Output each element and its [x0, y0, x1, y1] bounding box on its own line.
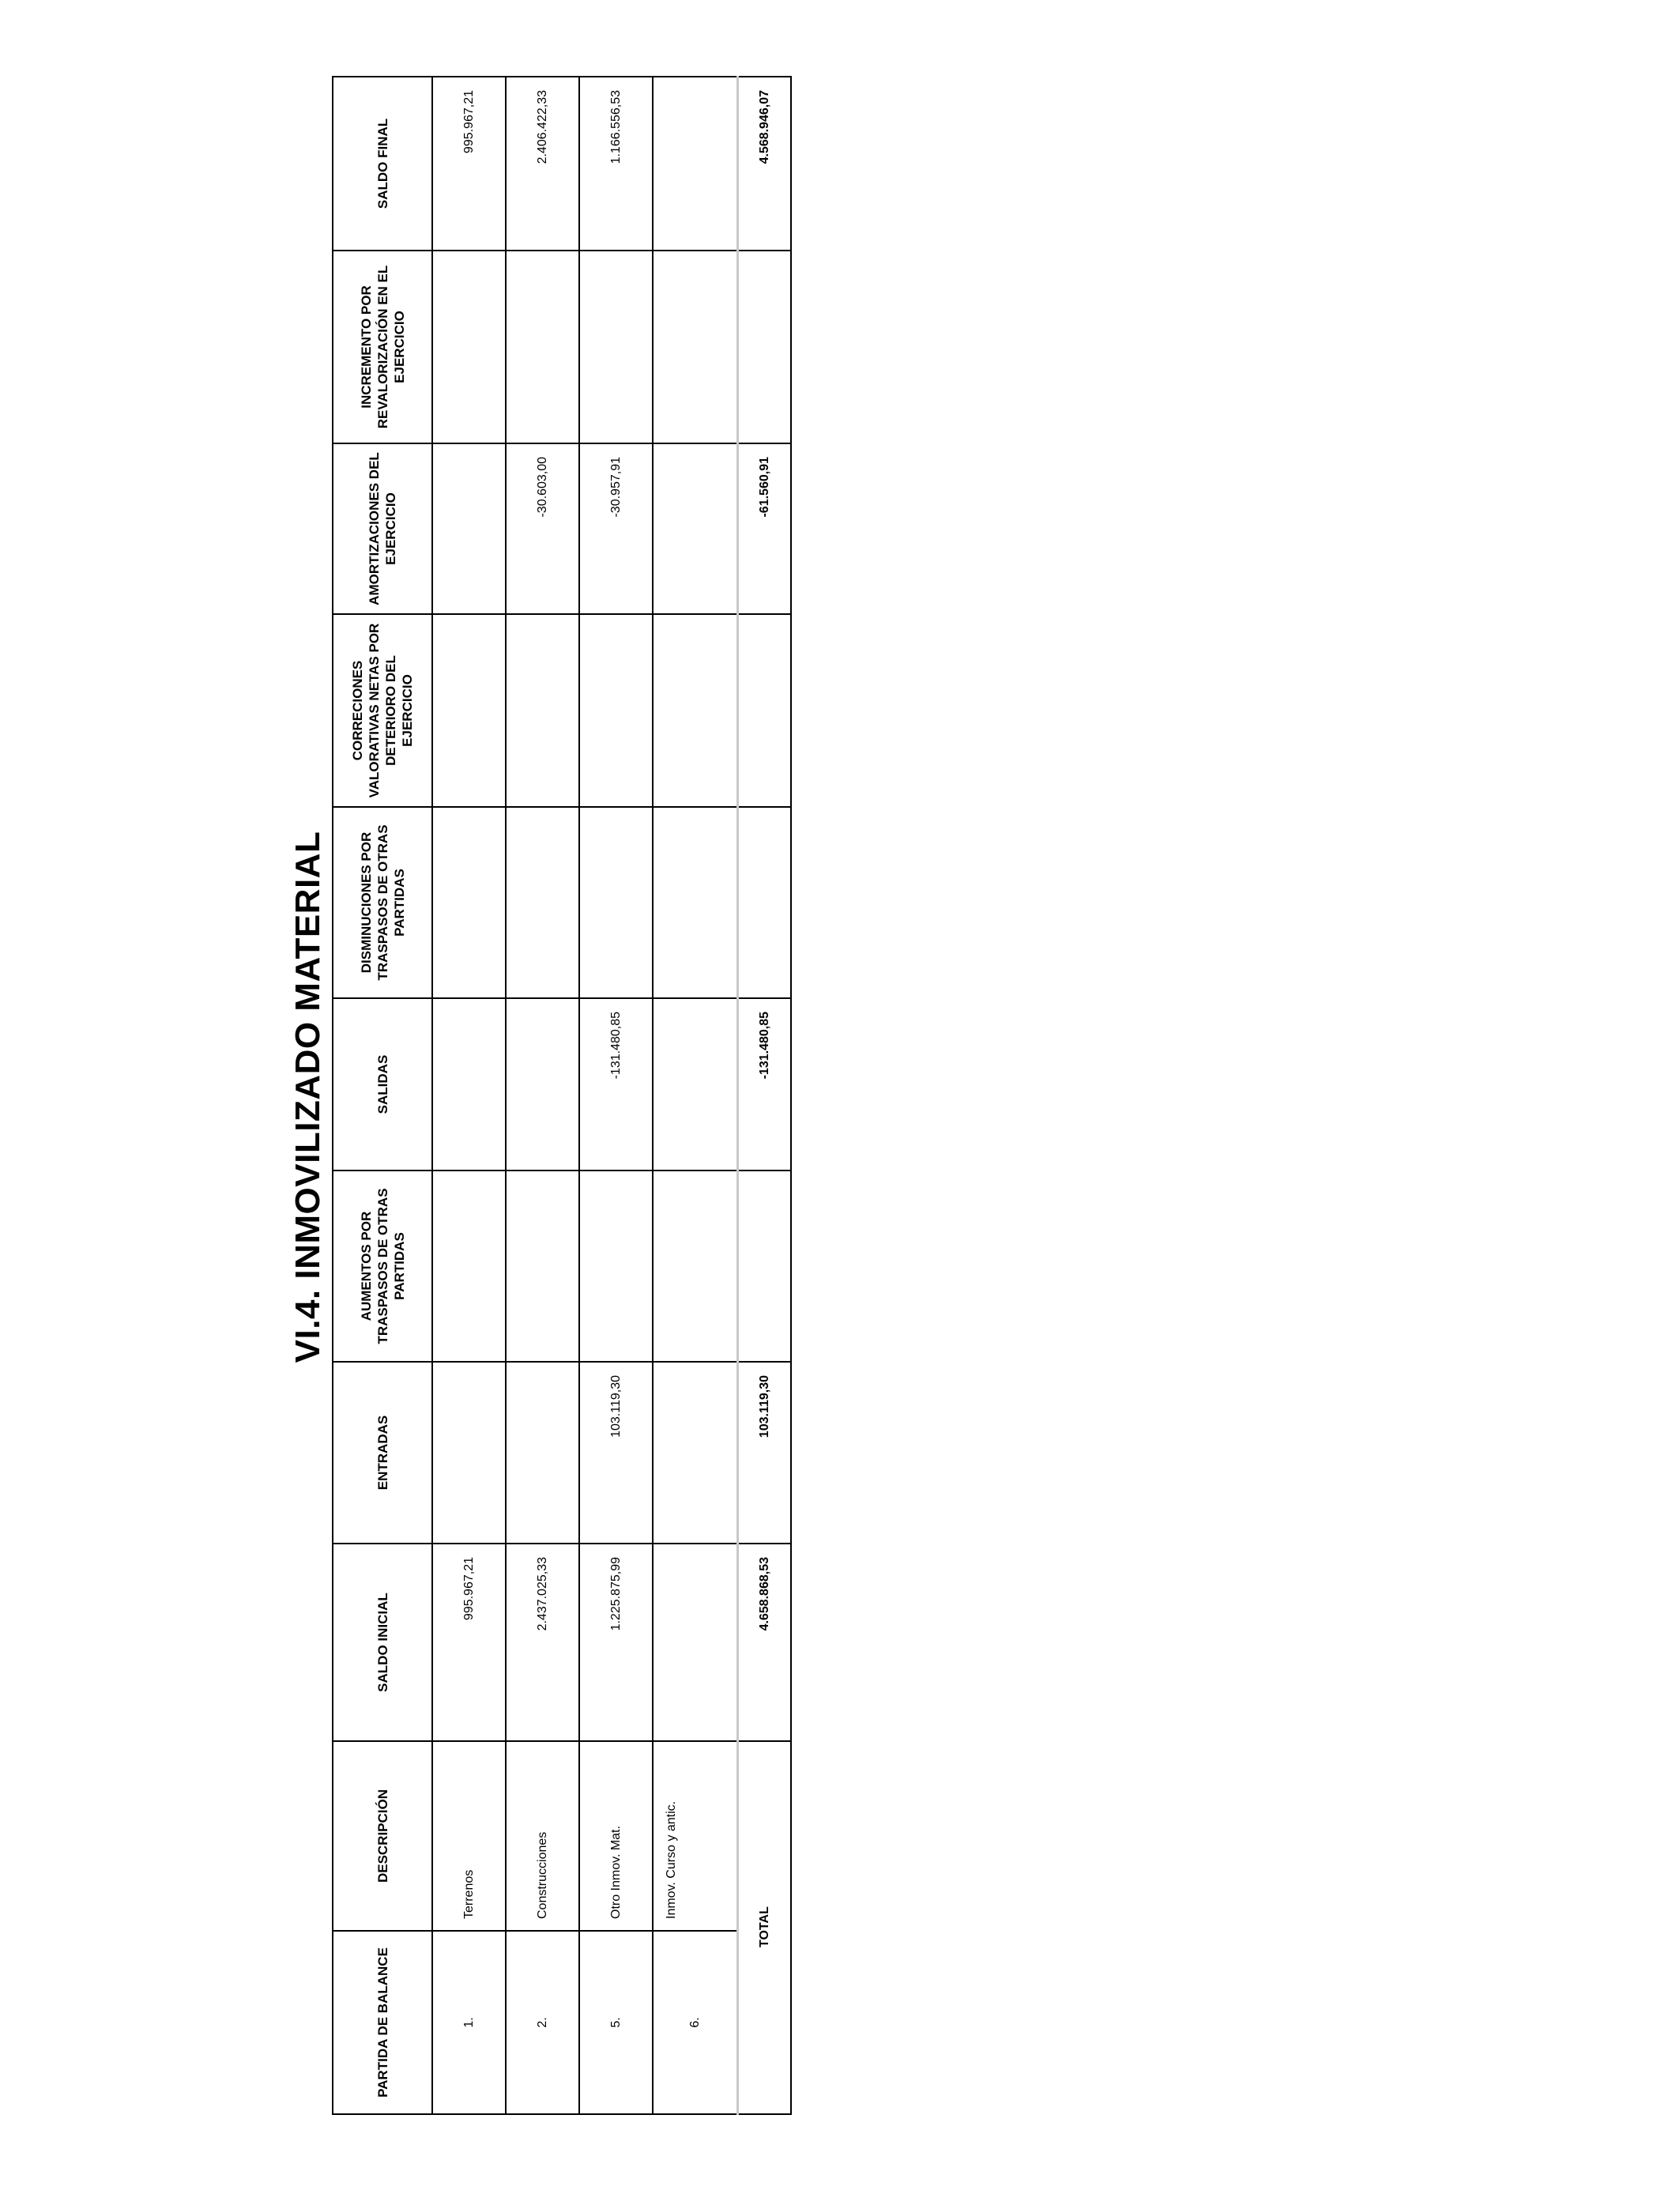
- cell-aumentos: [432, 1171, 506, 1362]
- header-correcciones: CORRECIONES VALORATIVAS NETAS POR DETERIORO DEL EJERCICIO: [333, 614, 432, 807]
- cell-partida: 1.: [432, 1931, 506, 2114]
- total-label: TOTAL: [738, 1741, 792, 2114]
- header-descripcion: DESCRIPCIÓN: [333, 1741, 432, 1931]
- cell-amortizaciones: -30.957,91: [579, 443, 653, 614]
- cell-entradas: [432, 1362, 506, 1544]
- cell-saldo-inicial: 995.967,21: [432, 1544, 506, 1741]
- cell-correcciones: [506, 614, 579, 807]
- total-row: [738, 77, 792, 2114]
- cell-descripcion: Inmov. Curso y antic.: [653, 1741, 738, 1931]
- cell-salidas: -131.480,85: [579, 998, 653, 1171]
- header-incremento: INCREMENTO POR REVALORIZACIÓN EN EL EJERCICIO: [333, 251, 432, 443]
- total-salidas: -131.480,85: [738, 998, 792, 1171]
- cell-amortizaciones: [653, 443, 738, 614]
- cell-amortizaciones: -30.603,00: [506, 443, 579, 614]
- total-correcciones: [738, 614, 792, 807]
- cell-incremento: [506, 251, 579, 443]
- total-saldo-final: 4.568.946,07: [738, 77, 792, 251]
- cell-correcciones: [432, 614, 506, 807]
- header-aumentos: AUMENTOS POR TRASPASOS DE OTRAS PARTIDAS: [333, 1171, 432, 1362]
- cell-incremento: [579, 251, 653, 443]
- cell-saldo-final: [653, 77, 738, 251]
- cell-disminuciones: [506, 807, 579, 998]
- document-title: VI.4. INMOVILIZADO MATERIAL: [288, 831, 327, 1363]
- cell-aumentos: [579, 1171, 653, 1362]
- cell-saldo-final: 1.166.556,53: [579, 77, 653, 251]
- table-row: [653, 77, 738, 2114]
- cell-disminuciones: [579, 807, 653, 998]
- cell-amortizaciones: [432, 443, 506, 614]
- cell-entradas: 103.119,30: [579, 1362, 653, 1544]
- cell-descripcion: Construcciones: [506, 1741, 579, 1931]
- total-disminuciones: [738, 807, 792, 998]
- cell-correcciones: [653, 614, 738, 807]
- cell-descripcion: Otro Inmov. Mat.: [579, 1741, 653, 1931]
- total-entradas: 103.119,30: [738, 1362, 792, 1544]
- header-row: [333, 77, 432, 2114]
- cell-saldo-inicial: 2.437.025,33: [506, 1544, 579, 1741]
- table-row: [506, 77, 579, 2114]
- cell-entradas: [506, 1362, 579, 1544]
- total-aumentos: [738, 1171, 792, 1362]
- header-salidas: SALIDAS: [333, 998, 432, 1171]
- table-row: [579, 77, 653, 2114]
- cell-correcciones: [579, 614, 653, 807]
- header-saldo-final: SALDO FINAL: [333, 77, 432, 251]
- total-saldo-inicial: 4.658.868,53: [738, 1544, 792, 1741]
- cell-disminuciones: [653, 807, 738, 998]
- cell-partida: 6.: [653, 1931, 738, 2114]
- cell-saldo-inicial: [653, 1544, 738, 1741]
- cell-saldo-inicial: 1.225.875,99: [579, 1544, 653, 1741]
- header-partida: PARTIDA DE BALANCE: [333, 1931, 432, 2114]
- cell-aumentos: [506, 1171, 579, 1362]
- cell-descripcion: Terrenos: [432, 1741, 506, 1931]
- header-saldo-inicial: SALDO INICIAL: [333, 1544, 432, 1741]
- total-amortizaciones: -61.560,91: [738, 443, 792, 614]
- cell-saldo-final: 995.967,21: [432, 77, 506, 251]
- cell-incremento: [432, 251, 506, 443]
- cell-salidas: [432, 998, 506, 1171]
- cell-salidas: [653, 998, 738, 1171]
- inmovilizado-table: [332, 76, 792, 2115]
- cell-saldo-final: 2.406.422,33: [506, 77, 579, 251]
- header-disminuciones: DISMINUCIONES POR TRASPASOS DE OTRAS PARTIDAS: [333, 807, 432, 998]
- header-amortizaciones: AMORTIZACIONES DEL EJERCICIO: [333, 443, 432, 614]
- cell-partida: 5.: [579, 1931, 653, 2114]
- cell-entradas: [653, 1362, 738, 1544]
- cell-partida: 2.: [506, 1931, 579, 2114]
- header-entradas: ENTRADAS: [333, 1362, 432, 1544]
- cell-salidas: [506, 998, 579, 1171]
- table-row: [432, 77, 506, 2114]
- cell-disminuciones: [432, 807, 506, 998]
- total-incremento: [738, 251, 792, 443]
- cell-aumentos: [653, 1171, 738, 1362]
- cell-incremento: [653, 251, 738, 443]
